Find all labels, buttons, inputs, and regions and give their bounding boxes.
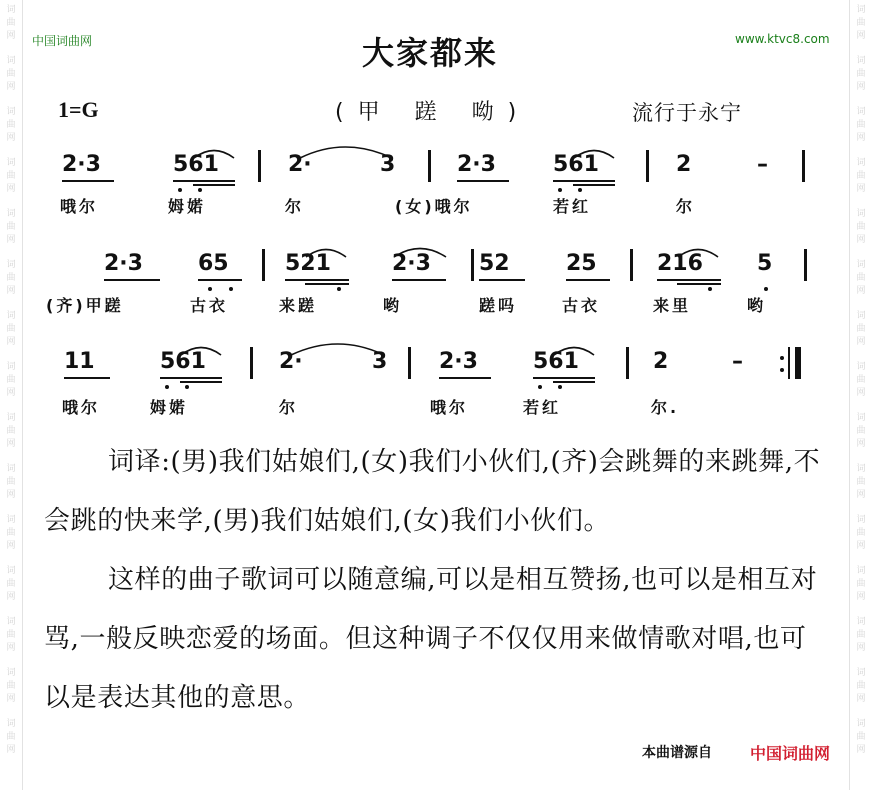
watermark-char: 网 [6, 184, 16, 194]
watermark-char: 曲 [856, 732, 866, 742]
watermark-char: 词 [856, 515, 866, 525]
note-group: – [757, 152, 768, 177]
watermark-char: 网 [6, 592, 16, 602]
lyric: 古衣 [190, 296, 229, 315]
watermark-char: 词 [6, 107, 16, 117]
watermark-char: 曲 [6, 579, 16, 589]
watermark-char: 网 [856, 592, 866, 602]
note-group: 216 [657, 251, 703, 276]
watermark-char: 曲 [6, 681, 16, 691]
watermark-char: 词 [856, 617, 866, 627]
watermark-char: 网 [6, 286, 16, 296]
watermark-char: 词 [6, 260, 16, 270]
watermark-char: 网 [856, 694, 866, 704]
watermark-char: 曲 [6, 324, 16, 334]
note-group: 561 [173, 152, 219, 177]
watermark-char: 词 [856, 668, 866, 678]
watermark-char: 曲 [856, 222, 866, 232]
watermark-char: 曲 [856, 273, 866, 283]
watermark-char: 词 [856, 260, 866, 270]
watermark-char: 曲 [6, 273, 16, 283]
source-site-link[interactable]: 中国词曲网 [750, 744, 831, 763]
watermark-char: 词 [6, 719, 16, 729]
watermark-char: 曲 [6, 477, 16, 487]
lyric: 姆婼 [150, 398, 189, 417]
lyric: 尔 [279, 398, 299, 417]
note-group: 2· [288, 152, 312, 177]
watermark-char: 网 [856, 541, 866, 551]
watermark-char: 网 [856, 82, 866, 92]
watermark-char: 词 [856, 56, 866, 66]
watermark-char: 词 [856, 464, 866, 474]
slur [194, 151, 234, 159]
watermark-char: 网 [6, 694, 16, 704]
note-group: – [732, 349, 743, 374]
note-group: 2·3 [104, 251, 143, 276]
genre-label: (甲 蹉 呦) [335, 100, 531, 125]
watermark-char: 词 [6, 362, 16, 372]
watermark-char: 词 [6, 566, 16, 576]
note-group: 52 [479, 251, 510, 276]
watermark-char: 曲 [856, 324, 866, 334]
note-group: 25 [566, 251, 597, 276]
note-group: 3 [380, 152, 396, 177]
watermark-char: 曲 [856, 630, 866, 640]
description-paragraph: 这样的曲子歌词可以随意编,可以是相互赞扬,也可以是相互对骂,一般反映恋爱的场面。但这种调子不仅仅用来做情歌对唱,也可以是表达其他的意思。 [44, 565, 818, 713]
watermark-char: 曲 [6, 732, 16, 742]
watermark-char: 网 [856, 643, 866, 653]
lyric: 姆婼 [168, 197, 207, 216]
watermark-char: 词 [6, 413, 16, 423]
site-name-left[interactable]: 中国词曲网 [32, 34, 93, 48]
lyric: 尔 [285, 197, 305, 216]
watermark-char: 曲 [6, 120, 16, 130]
lyric: 来里 [653, 296, 692, 315]
lyric: 尔. [651, 398, 680, 417]
origin-label: 流行于永宁 [632, 101, 742, 125]
lyric: 蹉吗 [479, 296, 518, 315]
note-group: 5 [757, 251, 773, 276]
note-group: 3 [372, 349, 388, 374]
watermark-char: 网 [856, 286, 866, 296]
lyric: 哟 [383, 296, 403, 315]
watermark-char: 词 [6, 515, 16, 525]
watermark-char: 网 [6, 541, 16, 551]
watermark-char: 网 [856, 490, 866, 500]
watermark-char: 曲 [6, 69, 16, 79]
watermark-char: 词 [856, 5, 866, 15]
watermark-char: 词 [856, 311, 866, 321]
watermark-char: 词 [856, 719, 866, 729]
watermark-char: 曲 [856, 69, 866, 79]
watermark-char: 曲 [856, 477, 866, 487]
watermark-char: 曲 [6, 528, 16, 538]
tie [291, 344, 384, 355]
note-group: 11 [64, 349, 95, 374]
watermark-char: 网 [856, 235, 866, 245]
note-group: 2 [676, 152, 692, 177]
site-url-right[interactable]: www.ktvc8.com [735, 32, 830, 46]
watermark-char: 网 [6, 439, 16, 449]
key-signature: 1=G [58, 97, 99, 122]
watermark-char: 曲 [6, 18, 16, 28]
song-title: 大家都来 [361, 34, 498, 72]
watermark-char: 网 [6, 235, 16, 245]
watermark-char: 网 [6, 745, 16, 755]
lyric: 哦尔 [430, 398, 469, 417]
note-group: 561 [553, 152, 599, 177]
watermark-char: 曲 [6, 222, 16, 232]
watermark-char: 词 [6, 5, 16, 15]
watermark-char: 网 [856, 133, 866, 143]
lyric: 哦尔 [60, 197, 99, 216]
watermark-char: 曲 [6, 171, 16, 181]
watermark-char: 曲 [856, 426, 866, 436]
lyric: 哟 [747, 296, 767, 315]
watermark-char: 词 [6, 668, 16, 678]
watermark-char: 网 [6, 133, 16, 143]
tie [300, 147, 392, 158]
watermark-char: 曲 [856, 18, 866, 28]
watermark-char: 网 [6, 31, 16, 41]
note-group: 561 [533, 349, 579, 374]
watermark-char: 网 [856, 337, 866, 347]
watermark-char: 词 [856, 158, 866, 168]
note-group: 65 [198, 251, 229, 276]
watermark-char: 词 [6, 464, 16, 474]
lyric: 若红 [553, 197, 592, 216]
watermark-char: 曲 [856, 528, 866, 538]
watermark-char: 曲 [6, 630, 16, 640]
watermark-char: 词 [856, 413, 866, 423]
note-group: 2·3 [439, 349, 478, 374]
watermark-char: 曲 [856, 579, 866, 589]
watermark-char: 网 [6, 388, 16, 398]
slur [181, 348, 221, 356]
watermark-char: 网 [856, 184, 866, 194]
watermark-char: 词 [6, 56, 16, 66]
lyric: 哦尔 [62, 398, 101, 417]
lyric: (女)哦尔 [395, 197, 473, 216]
source-label: 本曲谱源自 [642, 745, 712, 761]
watermark-char: 网 [6, 337, 16, 347]
watermark-char: 词 [856, 107, 866, 117]
watermark-char: 曲 [856, 120, 866, 130]
lyric: 来蹉 [279, 296, 318, 315]
note-group: 2·3 [62, 152, 101, 177]
note-group: 2·3 [457, 152, 496, 177]
watermark-char: 曲 [856, 375, 866, 385]
watermark-char: 网 [856, 31, 866, 41]
watermark-char: 曲 [856, 171, 866, 181]
translation-paragraph: 词译:(男)我们姑娘们,(女)我们小伙们,(齐)会跳舞的来跳舞,不会跳的快来学,(男)我们姑娘们,(女)我们小伙们。 [44, 447, 821, 536]
note-group: 521 [285, 251, 331, 276]
watermark-char: 网 [6, 490, 16, 500]
slur [678, 250, 718, 258]
watermark-char: 网 [856, 388, 866, 398]
slur [554, 348, 594, 356]
watermark-char: 网 [856, 439, 866, 449]
note-group: 2·3 [392, 251, 431, 276]
watermark-char: 网 [6, 643, 16, 653]
watermark-char: 曲 [6, 426, 16, 436]
watermark-char: 曲 [6, 375, 16, 385]
note-group: 2· [279, 349, 303, 374]
watermark-char: 词 [856, 209, 866, 219]
slur [394, 249, 446, 258]
lyric: 古衣 [562, 296, 601, 315]
watermark-char: 网 [856, 745, 866, 755]
watermark-char: 词 [856, 566, 866, 576]
watermark-char: 曲 [856, 681, 866, 691]
note-group: 2 [653, 349, 669, 374]
watermark-char: 词 [6, 209, 16, 219]
watermark-char: 词 [856, 362, 866, 372]
watermark-char: 网 [6, 82, 16, 92]
slur [574, 151, 614, 159]
lyric: 尔 [676, 197, 696, 216]
watermark-char: 词 [6, 311, 16, 321]
lyric: (齐)甲蹉 [46, 296, 124, 315]
watermark-char: 词 [6, 617, 16, 627]
watermark-char: 词 [6, 158, 16, 168]
note-group: 561 [160, 349, 206, 374]
slur [306, 250, 346, 258]
lyric: 若红 [523, 398, 562, 417]
